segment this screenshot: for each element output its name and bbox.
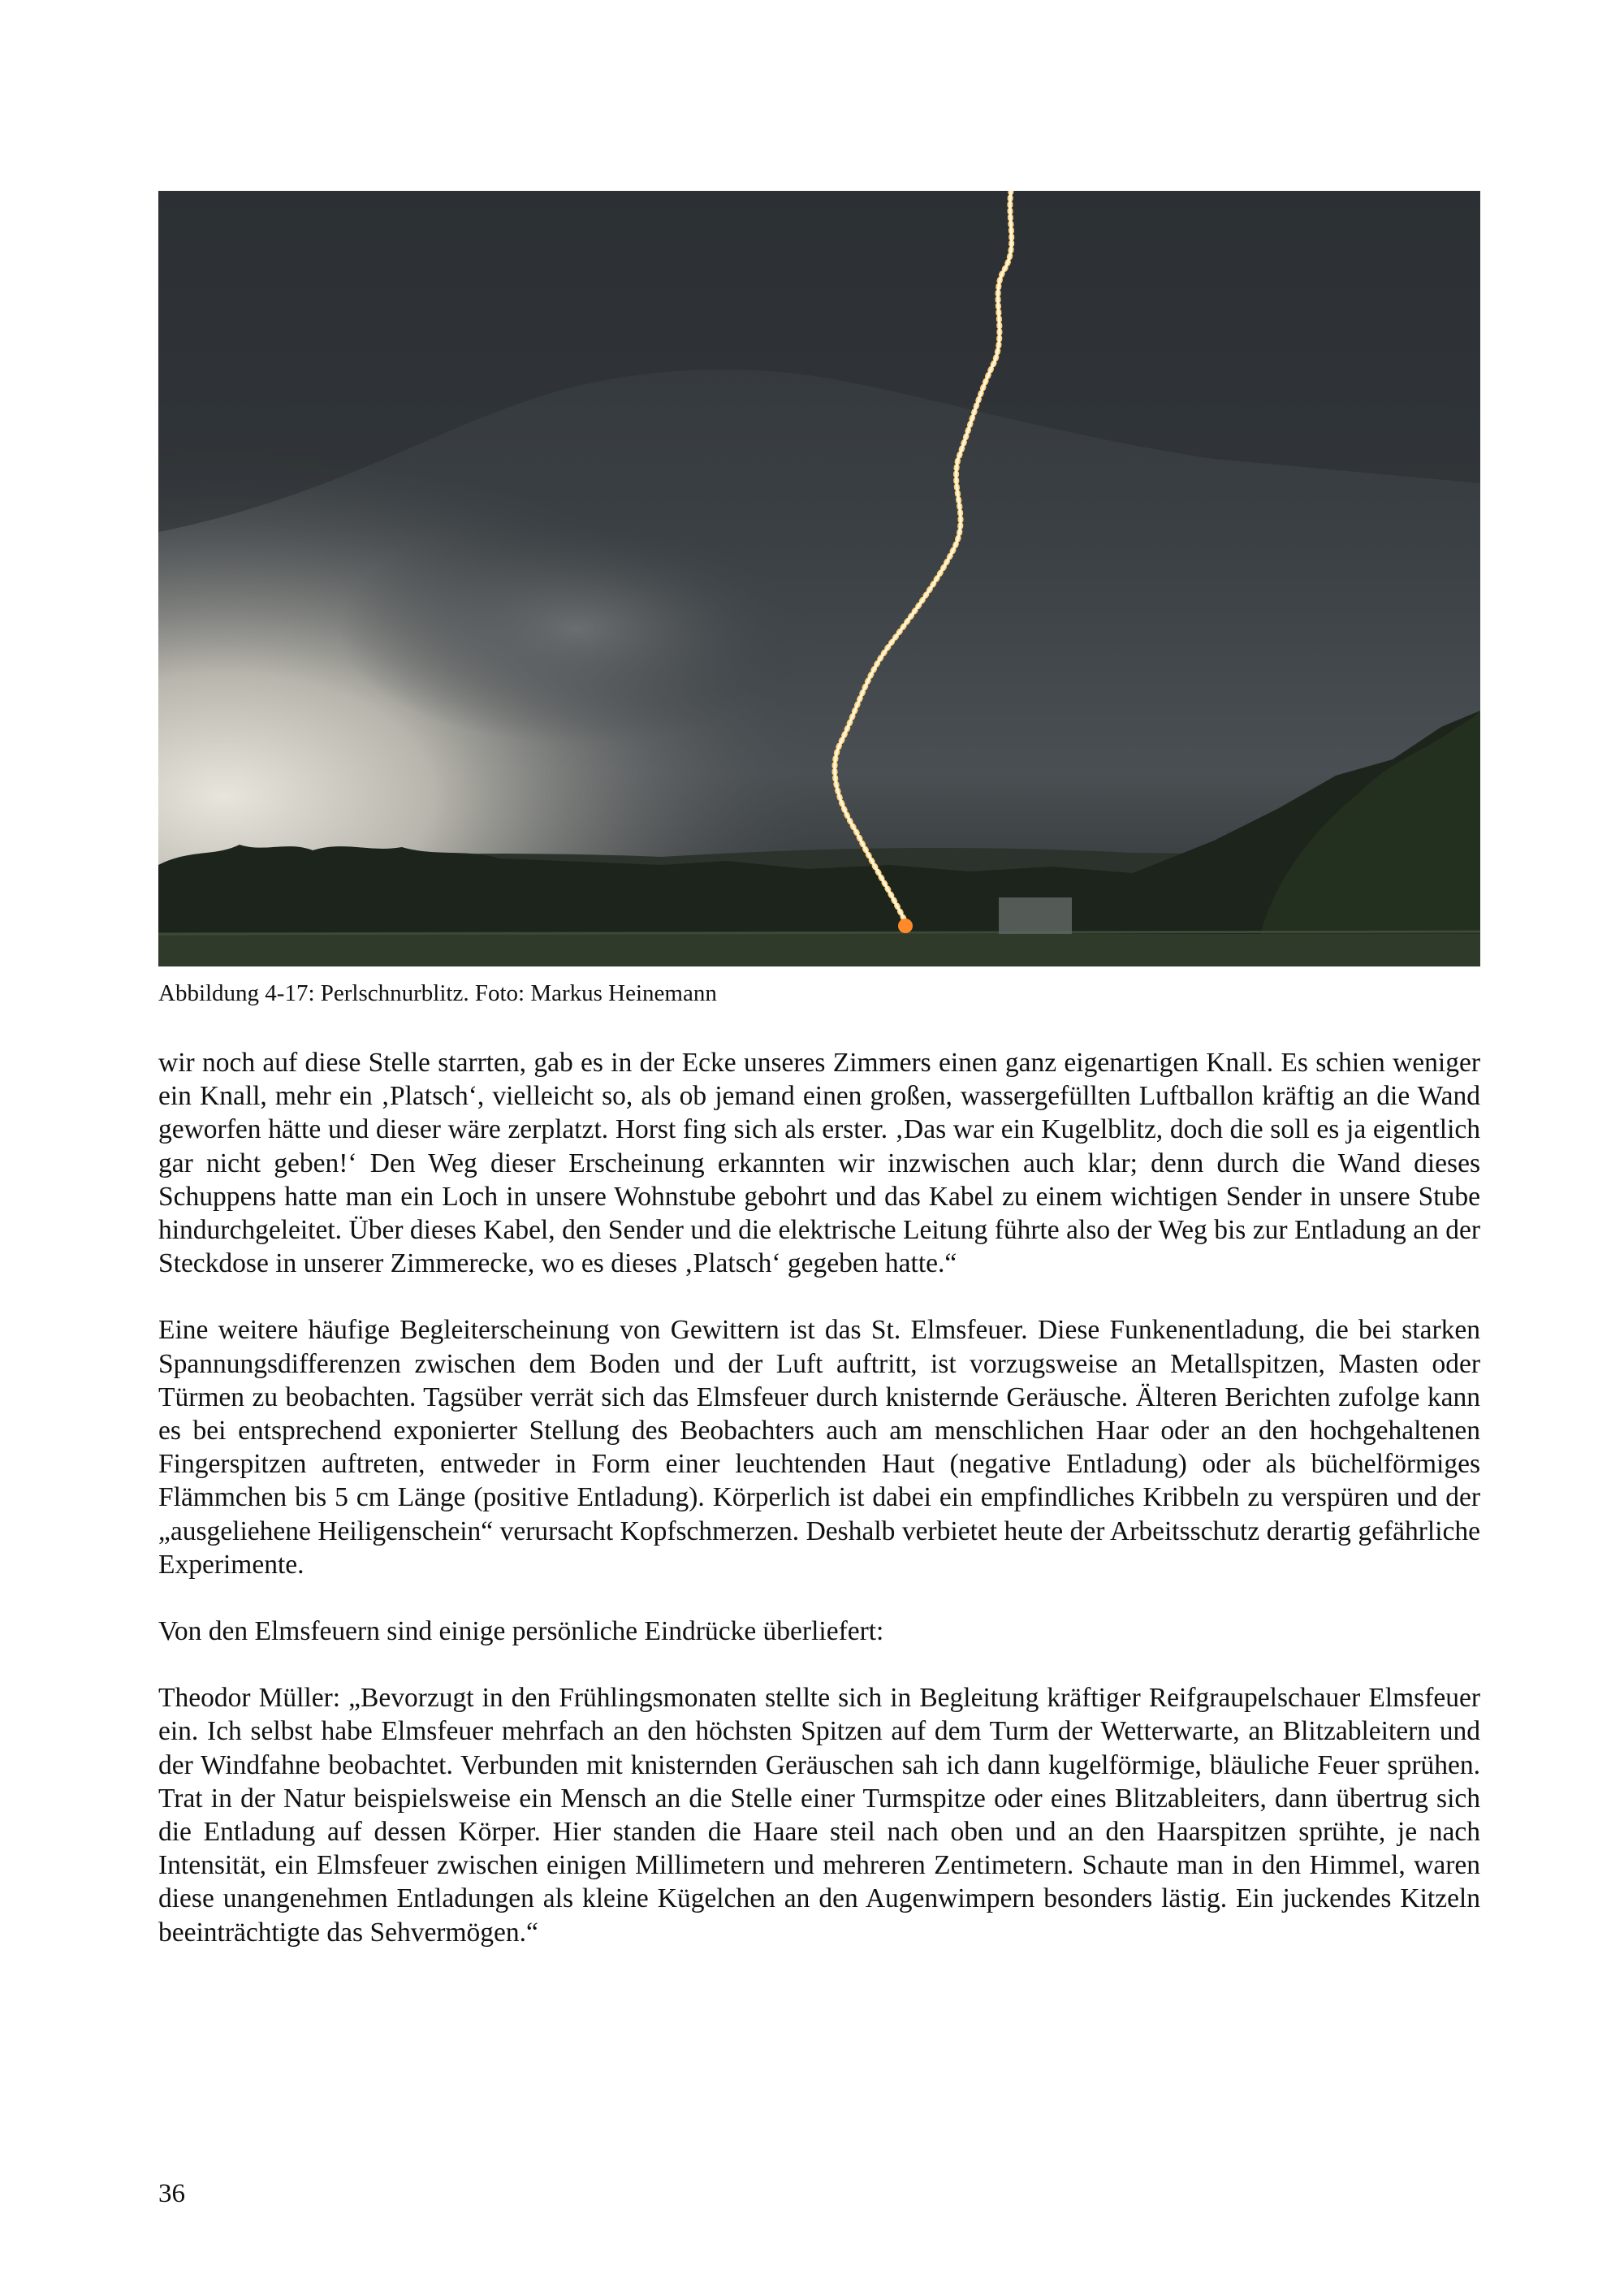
page-number: 36	[158, 2179, 185, 2208]
paragraph-4: Theodor Müller: „Bevorzugt in den Frühlingsmonaten stellte sich in Begleitung kräftiger Reifgraupelschauer Elmsfeuer ein. Ich selbst habe Elmsfeuer mehrfach an den höchsten Spitzen auf dem Turm der Wetterwarte, an Blitzableitern und der Windfahne beobachtet. Verbunden mit knisternden Geräuschen sah ich dann kugelförmige, bläuliche Feuer sprühen. Trat in der Natur beispielsweise ein Mensch an die Stelle einer Turmspitze oder eines Blitzableiters, dann übertrug sich die Entladung auf dessen Körper. Hier standen die Haare steil nach oben und an den Haarspitzen sprühte, je nach Intensität, ein Elmsfeuer zwischen einigen Millimetern und mehreren Zentimetern. Schaute man in den Himmel, waren diese unangenehmen Entladungen als kleine Kügelchen an den Augenwimpern besonders lästig. Ein juckendes Kitzeln beeinträchtigte das Sehvermögen.“	[158, 1683, 1480, 1948]
paragraph-3: Von den Elmsfeuern sind einige persönliche Eindrücke überliefert:	[158, 1616, 884, 1647]
body-text	[158, 1046, 1480, 1949]
paragraph-1: wir noch auf diese Stelle starrten, gab es in der Ecke unseres Zimmers einen ganz eigenartigen Knall. Es schien weniger ein Knall, mehr ein ‚Platsch‘, vielleicht so, als ob jemand einen großen, wassergefüllten Luftballon kräftig an die Wand geworfen hätte und dieser wäre zerplatzt. Horst fing sich als erster. ‚Das war ein Kugelblitz, doch die soll es ja eigentlich gar nicht geben!‘ Den Weg dieser Erscheinung erkannten wir inzwischen auch klar; denn durch die Wand dieses Schuppens hatte man ein Loch in unsere Wohnstube gebohrt und das Kabel zu einem wichtigen Sender in unsere Stube hindurchgeleitet. Über dieses Kabel, den Sender und die elektrische Leitung führte also der Weg bis zur Entladung an der Steckdose in unserer Zimmerecke, wo es dieses ‚Platsch‘ gegeben hatte.“	[158, 1048, 1480, 1279]
figure-caption: Abbildung 4-17: Perlschnurblitz. Foto: Markus Heinemann	[158, 980, 717, 1006]
lightning-photo	[158, 191, 1480, 966]
paragraph-2: Eine weitere häufige Begleiterscheinung von Gewittern ist das St. Elmsfeuer. Diese Funkenentladung, die bei starken Spannungsdifferenzen zwischen dem Boden und der Luft auftritt, ist vorzugsweise an Metallspitzen, Masten oder Türmen zu beobachten. Tagsüber verrät sich das Elmsfeuer durch knisternde Geräusche. Älteren Berichten zufolge kann es bei entsprechend exponierter Stellung des Beobachters auch am menschlichen Haar oder an den hochgehaltenen Fingerspitzen auftreten, entweder in Form einer leuchtenden Haut (negative Entladung) oder als büchelförmiges Flämmchen bis 5 cm Länge (positive Entladung). Körperlich ist dabei ein empfindliches Kribbeln zu verspüren und der „ausgeliehene Heiligenschein“ verursacht Kopfschmerzen. Deshalb verbietet heute der Arbeitsschutz derartig gefährliche Experimente.	[158, 1315, 1480, 1580]
figure-photo	[158, 191, 1480, 966]
